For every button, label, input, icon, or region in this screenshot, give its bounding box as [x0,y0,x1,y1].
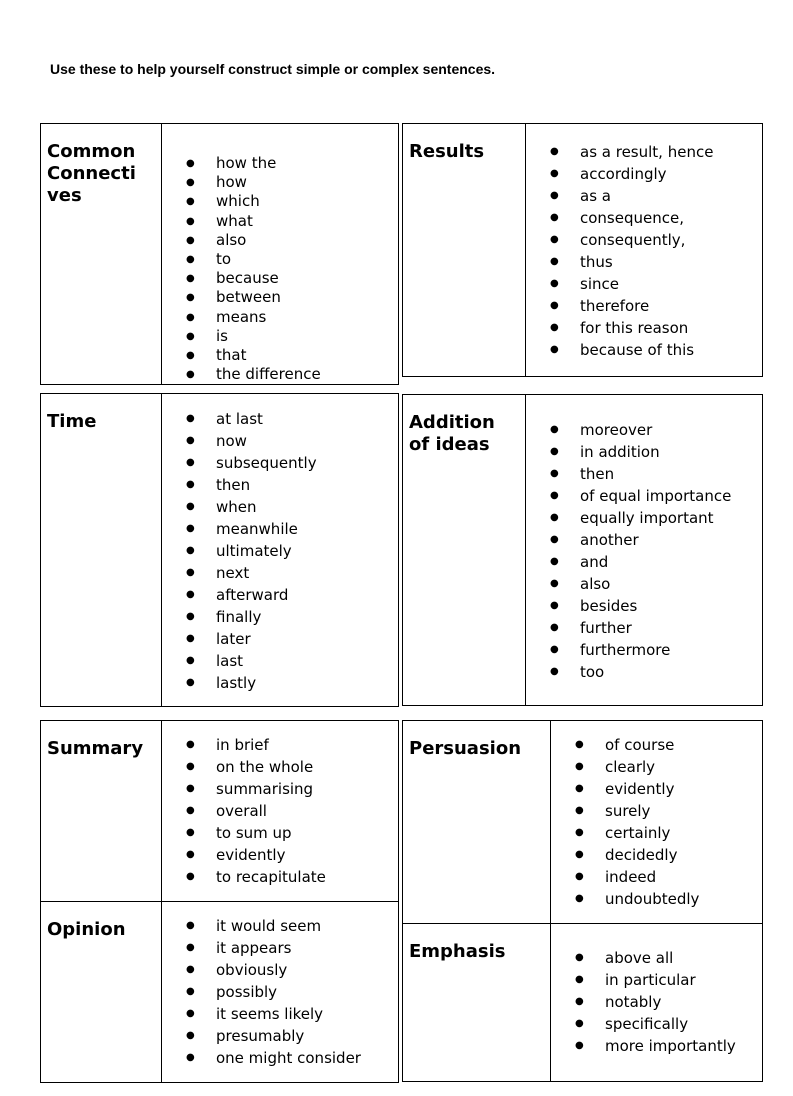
time-heading [41,394,162,707]
persuasion-heading [403,721,551,924]
time-table [40,393,399,707]
list-item: ● later [162,628,398,650]
list-item: ● another [526,529,762,551]
list-item: ● consequence, [526,207,762,229]
list-item: ● and [526,551,762,573]
list-item: ● of equal importance [526,485,762,507]
list-item: ● decidedly [551,844,762,866]
common-connectives-list [162,139,398,384]
list-item: ● when [162,496,398,518]
opinion-list-cell [162,902,399,1083]
persuasion-list-cell [551,721,763,924]
list-item: ● certainly [551,822,762,844]
list-item: ● of course [551,734,762,756]
list-item: ● thus [526,251,762,273]
emphasis-title: Emphasis [409,941,506,962]
list-item: ● obviously [162,959,398,981]
list-item: ● as a [526,185,762,207]
list-item: ● it seems likely [162,1003,398,1025]
list-item: ● lastly [162,672,398,694]
list-item: ● at last [162,408,398,430]
results-heading [403,124,526,377]
summary-opinion-table [40,720,399,1083]
addition-table [402,394,763,706]
list-item: ● next [162,562,398,584]
list-item: ● presumably [162,1025,398,1047]
list-item: ● now [162,430,398,452]
results-list [526,124,762,361]
list-item: ● too [526,661,762,683]
emphasis-list [551,924,762,1057]
emphasis-list-cell [551,924,763,1082]
list-item: ● besides [526,595,762,617]
list-item: ● more importantly [551,1035,762,1057]
list-item: ● also [526,573,762,595]
addition-heading [403,395,526,706]
time-list [162,394,398,694]
list-item: ● ultimately [162,540,398,562]
list-item: ● last [162,650,398,672]
list-item: ● is [162,327,398,346]
list-item: ● therefore [526,295,762,317]
results-table [402,123,763,377]
addition-list [526,395,762,683]
opinion-list [162,902,398,1069]
list-item: ● notably [551,991,762,1013]
list-item: ● overall [162,800,398,822]
list-item: ● then [526,463,762,485]
time-title: Time [47,411,97,432]
list-item: ● above all [551,947,762,969]
list-item: ● since [526,273,762,295]
list-item: ● specifically [551,1013,762,1035]
summary-heading [41,721,162,902]
common-connectives-title: Common Connecti ves [47,141,136,206]
list-item: ● evidently [551,778,762,800]
list-item: ● indeed [551,866,762,888]
list-item: ● because [162,269,398,288]
time-list-cell [162,394,399,707]
summary-list-cell [162,721,399,902]
list-item: ● as a result, hence [526,141,762,163]
list-item: ● means [162,308,398,327]
list-item: ● equally important [526,507,762,529]
common-connectives-heading [41,124,162,385]
list-item: ● what [162,212,398,231]
list-item: ● further [526,617,762,639]
intro-text: Use these to help yourself construct simple or complex sentences. [50,61,496,77]
list-item: ● to [162,250,398,269]
list-item: ● surely [551,800,762,822]
list-item: ● summarising [162,778,398,800]
list-item: ● on the whole [162,756,398,778]
list-item: ● clearly [551,756,762,778]
list-item: ● moreover [526,419,762,441]
list-item: ● to sum up [162,822,398,844]
list-item: ● for this reason [526,317,762,339]
list-item: ● which [162,192,398,211]
list-item: ● finally [162,606,398,628]
list-item: ● possibly [162,981,398,1003]
list-item: ● in brief [162,734,398,756]
list-item: ● then [162,474,398,496]
persuasion-list [551,721,762,910]
addition-title: Addition of ideas [409,412,495,455]
common-connectives-table [40,123,399,385]
list-item: ● in addition [526,441,762,463]
list-item: ● accordingly [526,163,762,185]
list-item: ● how the [162,154,398,173]
list-item: ● meanwhile [162,518,398,540]
list-item: ● because of this [526,339,762,361]
list-item: ● that [162,346,398,365]
summary-title: Summary [47,738,144,759]
list-item: ● the difference [162,365,398,384]
list-item: ● evidently [162,844,398,866]
results-list-cell [526,124,763,377]
list-item: ● between [162,288,398,307]
list-item: ● in particular [551,969,762,991]
emphasis-heading [403,924,551,1082]
list-item: ● subsequently [162,452,398,474]
list-item: ● it would seem [162,915,398,937]
results-title: Results [409,141,485,162]
list-item: ● to recapitulate [162,866,398,888]
addition-list-cell [526,395,763,706]
list-item: ● one might consider [162,1047,398,1069]
opinion-title: Opinion [47,919,126,940]
opinion-heading [41,902,162,1083]
persuasion-emphasis-table [402,720,763,1082]
common-connectives-list-cell [162,124,399,385]
persuasion-title: Persuasion [409,738,522,759]
list-item: ● furthermore [526,639,762,661]
list-item: ● how [162,173,398,192]
list-item: ● afterward [162,584,398,606]
list-item: ● it appears [162,937,398,959]
list-item: ● undoubtedly [551,888,762,910]
list-item: ● also [162,231,398,250]
list-item: ● consequently, [526,229,762,251]
summary-list [162,721,398,888]
